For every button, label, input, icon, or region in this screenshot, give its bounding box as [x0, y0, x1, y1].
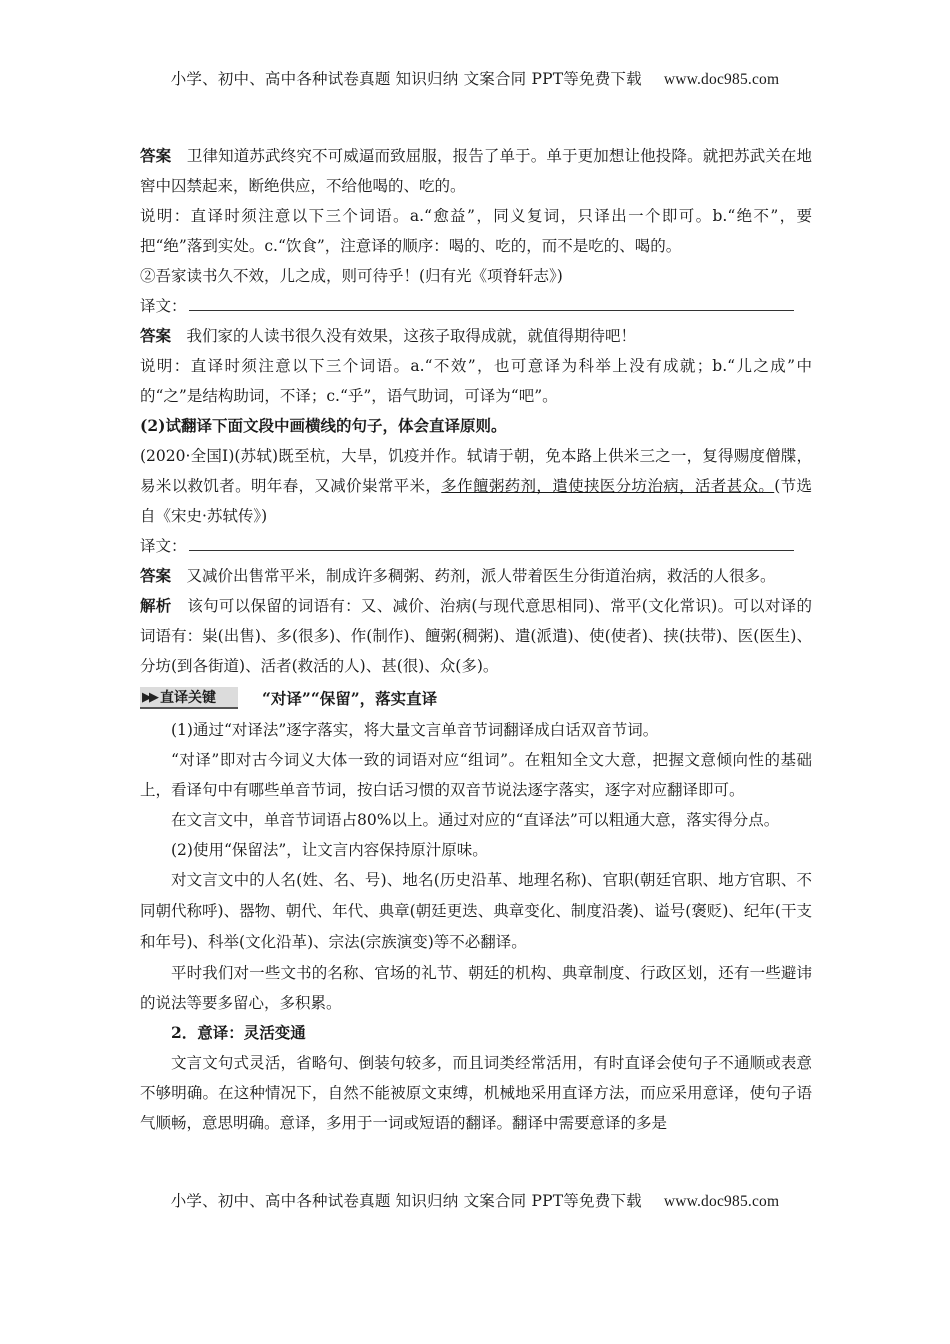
paragraph-1: (1)通过“对译法”逐字落实，将大量文言单音节词翻译成白话双音节词。 — [171, 721, 659, 739]
paragraph-2: “对译”即对古今词义大体一致的词语对应“组词”。在粗知全文大意，把握文意倾向性的基础上，看译句中有哪些单音节词，按白话习惯的双音节说法逐字落实，逐字对应翻译即可。 — [140, 751, 812, 799]
header-text: 小学、初中、高中各种试卷真题 知识归纳 文案合同 PPT等免费下载 — [170, 70, 642, 88]
page-header — [0, 67, 950, 89]
answer-label: 答案 — [140, 146, 172, 165]
paragraph-7: 文言文句式灵活，省略句、倒装句较多，而且词类经常活用，有时直译会使句子不通顺或表意不够明确。在这种情况下，自然不能被原文束缚，机械地采用直译方法，而应采用意译，使句子语气顺畅，意思明确。意译，多用于一词或短语的翻译。翻译中需要意译的多是 — [140, 1054, 812, 1132]
paragraph-3: 在文言文中，单音节词语占80%以上。通过对应的“直译法”可以粗通大意，落实得分点。 — [171, 811, 780, 829]
answer-3 — [140, 561, 812, 591]
answer-text: 我们家的人读书很久没有效果，这孩子取得成就，就值得期待吧！ — [186, 327, 637, 345]
paragraph-6: 平时我们对一些文书的名称、官场的礼节、朝廷的机构、典章制度、行政区划，还有一些避讳的说法等要多留心，多积累。 — [140, 964, 812, 1012]
document-body — [140, 141, 812, 1138]
question-2: ②吾家读书久不效，儿之成，则可待乎！(归有光《项脊轩志》) — [140, 267, 563, 285]
answer-1 — [140, 141, 812, 201]
subheading-2: 2．意译：灵活变通 — [171, 1023, 306, 1042]
answer-text: 又减价出售常平米，制成许多稠粥、药剂，派人带着医生分街道治病，救活的人很多。 — [186, 567, 776, 585]
note-2: 说明：直译时须注意以下三个词语。a.“不效”，也可意译为科举上没有成就；b.“儿之成”中的“之”是结构助词，不译；c.“乎”，语气助词，可译为“吧”。 — [140, 357, 812, 405]
translation-blank[interactable] — [189, 532, 794, 551]
section-tag — [140, 687, 238, 709]
analysis-text: 该句可以保留的词语有：又、减价、治病(与现代意思相同)、常平(文化常识)。可以对译的词语有：粜(出售)、多(很多)、作(制作)、饘粥(稠粥)、遣(派遣)、使(使者)、挟(扶带)、医(医生)、分坊(到各街道)、活者(救活的人)、甚(很)、众(多)。 — [140, 597, 812, 675]
translation-line-1 — [140, 291, 812, 321]
passage — [140, 441, 812, 531]
footer-text: 小学、初中、高中各种试卷真题 知识归纳 文案合同 PPT等免费下载 — [170, 1192, 642, 1210]
passage-source: (节选自《宋史·苏轼传》) — [140, 477, 812, 525]
page-footer — [0, 1189, 950, 1211]
answer-label: 答案 — [140, 566, 172, 585]
translation-label: 译文： — [140, 297, 187, 315]
footer-url[interactable]: www.doc985.com — [663, 1193, 780, 1210]
paragraph-5: 对文言文中的人名(姓、名、号)、地名(历史沿革、地理名称)、官职(朝廷官职、地方官职、不同朝代称呼)、器物、朝代、年代、典章(朝廷更迭、典章变化、制度沿袭)、谥号(褒贬)、纪年(干支和年号)、科举(文化沿革)、宗法(宗族演变)等不必翻译。 — [140, 871, 812, 951]
analysis — [140, 591, 812, 681]
passage-text: (2020·全国Ⅰ)(苏轼)既至杭，大旱，饥疫并作。轼请于朝，免本路上供米三之一，复得赐度僧牒，易米以救饥者。明年春，又减价粜常平米， — [140, 447, 812, 495]
section-heading — [140, 681, 812, 715]
analysis-label: 解析 — [140, 596, 172, 615]
translation-line-2 — [140, 531, 812, 561]
note-1: 说明：直译时须注意以下三个词语。a.“愈益”，同义复词，只译出一个即可。b.“绝不”，要把“绝”落到实处。c.“饮食”，注意译的顺序：喝的、吃的，而不是吃的、喝的。 — [140, 207, 812, 255]
section-tag-label: 直译关键 — [160, 690, 216, 706]
double-chevron-icon: ▶▶ — [142, 689, 156, 705]
translation-label: 译文： — [140, 537, 187, 555]
header-url[interactable]: www.doc985.com — [663, 71, 780, 88]
section-title: “对译”“保留”，落实直译 — [262, 689, 438, 708]
answer-label: 答案 — [140, 326, 172, 345]
answer-2 — [140, 321, 812, 351]
passage-underlined: 多作饘粥药剂，遣使挟医分坊治病，活者甚众。 — [441, 477, 775, 495]
answer-text: 卫律知道苏武终究不可威逼而致屈服，报告了单于。单于更加想让他投降。就把苏武关在地窖中囚禁起来，断绝供应，不给他喝的、吃的。 — [140, 147, 812, 195]
question-heading: (2)试翻译下面文段中画横线的句子，体会直译原则。 — [140, 416, 507, 435]
translation-blank[interactable] — [189, 292, 794, 311]
paragraph-4: (2)使用“保留法”，让文言内容保持原汁原味。 — [171, 841, 488, 859]
